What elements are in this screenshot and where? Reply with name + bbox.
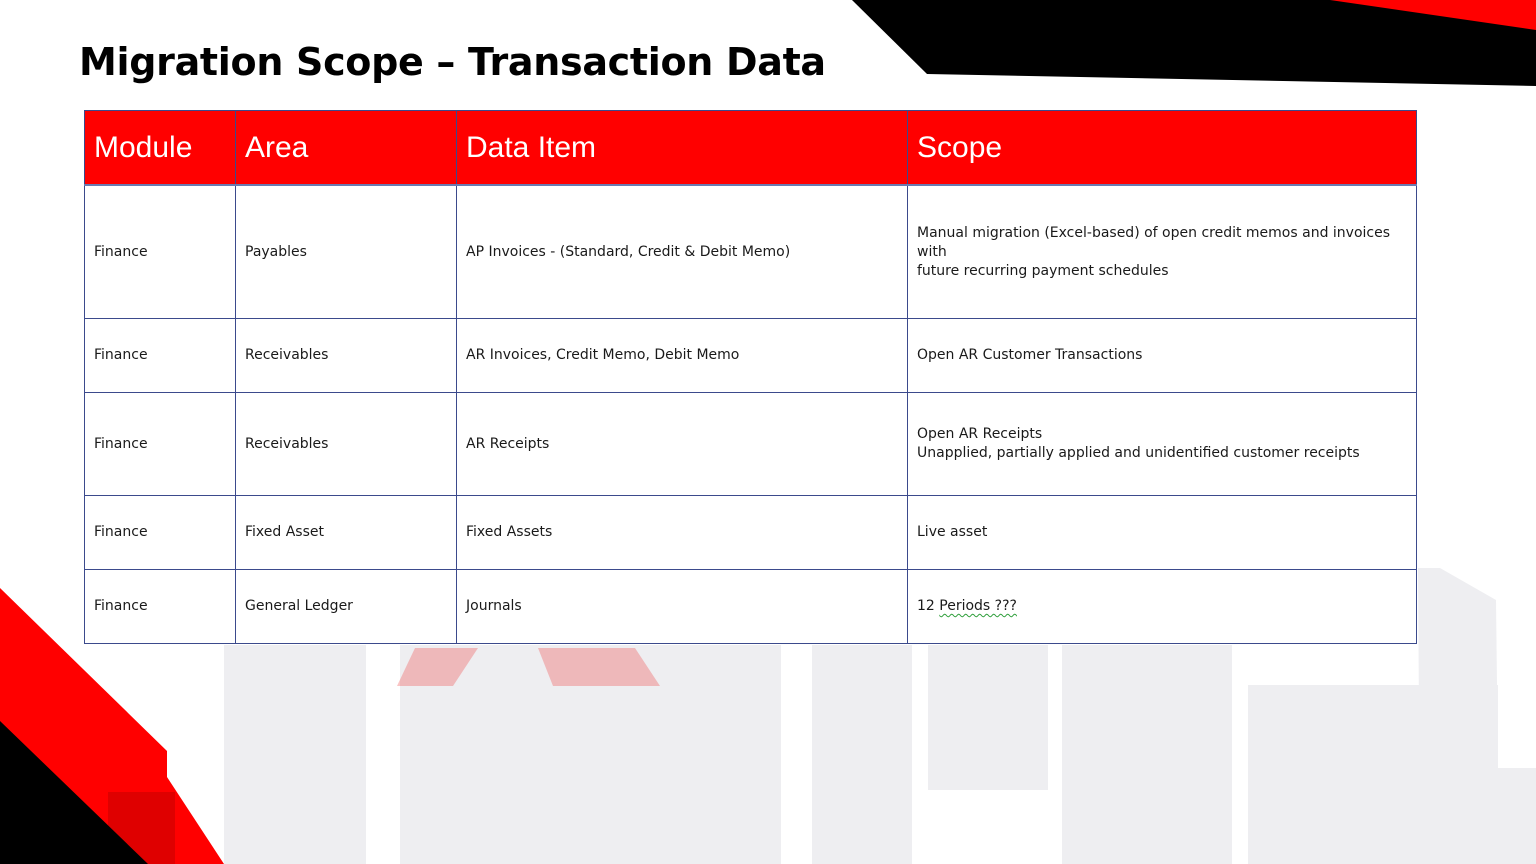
scope-cell: Live asset xyxy=(908,496,1417,570)
area-cell: Payables xyxy=(236,185,457,319)
table-row xyxy=(85,496,1417,570)
scope-cell: Manual migration (Excel-based) of open credit memos and invoices with future recurring payment schedules xyxy=(908,185,1417,319)
table-row xyxy=(85,393,1417,496)
scope-cell: Open AR Customer Transactions xyxy=(908,319,1417,393)
data-item-cell: AR Receipts xyxy=(457,393,908,496)
area-cell: Fixed Asset xyxy=(236,496,457,570)
spellcheck-flagged-text: Periods ??? xyxy=(939,598,1017,614)
table-header-row xyxy=(85,111,1417,186)
table-row xyxy=(85,185,1417,319)
data-item-cell: Journals xyxy=(457,570,908,644)
module-cell: Finance xyxy=(85,496,236,570)
data-item-cell: AR Invoices, Credit Memo, Debit Memo xyxy=(457,319,908,393)
column-header-module: Module xyxy=(85,111,236,186)
migration-scope-table xyxy=(84,110,1417,644)
table-row xyxy=(85,570,1417,644)
area-cell: Receivables xyxy=(236,319,457,393)
data-item-cell: AP Invoices - (Standard, Credit & Debit Memo) xyxy=(457,185,908,319)
area-cell: General Ledger xyxy=(236,570,457,644)
module-cell: Finance xyxy=(85,185,236,319)
table-row xyxy=(85,319,1417,393)
module-cell: Finance xyxy=(85,570,236,644)
data-item-cell: Fixed Assets xyxy=(457,496,908,570)
column-header-area: Area xyxy=(236,111,457,186)
column-header-data-item: Data Item xyxy=(457,111,908,186)
slide-title: Migration Scope – Transaction Data xyxy=(79,40,826,84)
scope-cell: Open AR Receipts Unapplied, partially applied and unidentified customer receipts xyxy=(908,393,1417,496)
scope-cell xyxy=(908,570,1417,644)
module-cell: Finance xyxy=(85,393,236,496)
module-cell: Finance xyxy=(85,319,236,393)
scope-text: 12 xyxy=(917,598,940,614)
column-header-scope: Scope xyxy=(908,111,1417,186)
area-cell: Receivables xyxy=(236,393,457,496)
